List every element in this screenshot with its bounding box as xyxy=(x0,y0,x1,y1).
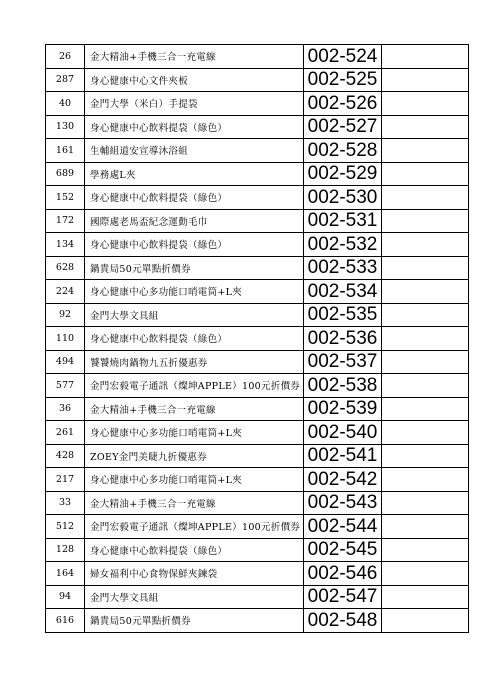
prize-code-cell: 002-546 xyxy=(304,562,382,586)
prize-code-cell: 002-528 xyxy=(304,139,382,163)
blank-cell xyxy=(382,374,469,398)
table-row xyxy=(46,303,469,327)
prize-item-cell: 身心健康中心多功能口哨電筒+L夾 xyxy=(85,468,304,492)
prize-code-cell: 002-538 xyxy=(304,374,382,398)
blank-cell xyxy=(382,491,469,515)
row-number-cell: 494 xyxy=(46,350,85,374)
prize-item-cell: 身心健康中心飲料提袋（綠色） xyxy=(85,115,304,139)
blank-cell xyxy=(382,68,469,92)
row-number-cell: 152 xyxy=(46,186,85,210)
prize-item-cell: 金大精油+手機三合一充電線 xyxy=(85,397,304,421)
blank-cell xyxy=(382,139,469,163)
table-row xyxy=(46,515,469,539)
prize-item-cell: 鍋貴局50元單點折價券 xyxy=(85,609,304,633)
table-row xyxy=(46,374,469,398)
table-row xyxy=(46,280,469,304)
prize-item-cell: 身心健康中心飲料提袋（綠色） xyxy=(85,186,304,210)
blank-cell xyxy=(382,468,469,492)
prize-item-cell: 身心健康中心飲料提袋（綠色） xyxy=(85,233,304,257)
row-number-cell: 130 xyxy=(46,115,85,139)
prize-item-cell: 身心健康中心多功能口哨電筒+L夾 xyxy=(85,421,304,445)
prize-code-cell: 002-535 xyxy=(304,303,382,327)
prize-code-cell: 002-545 xyxy=(304,538,382,562)
prize-item-cell: 婦女福利中心食物保鮮夾鍊袋 xyxy=(85,562,304,586)
prize-code-cell: 002-524 xyxy=(304,45,382,69)
prize-item-cell: 學務處L夾 xyxy=(85,162,304,186)
table-row xyxy=(46,233,469,257)
table-row xyxy=(46,538,469,562)
prize-code-cell: 002-533 xyxy=(304,256,382,280)
prize-item-cell: 饕饕燒肉鍋物九五折優惠券 xyxy=(85,350,304,374)
row-number-cell: 428 xyxy=(46,444,85,468)
prize-item-cell: 金門宏毅電子通訊（燦坤APPLE）100元折價券 xyxy=(85,515,304,539)
row-number-cell: 128 xyxy=(46,538,85,562)
row-number-cell: 261 xyxy=(46,421,85,445)
table-row xyxy=(46,68,469,92)
row-number-cell: 164 xyxy=(46,562,85,586)
blank-cell xyxy=(382,92,469,116)
row-number-cell: 33 xyxy=(46,491,85,515)
prize-code-cell: 002-543 xyxy=(304,491,382,515)
blank-cell xyxy=(382,233,469,257)
table-row xyxy=(46,186,469,210)
prize-code-cell: 002-526 xyxy=(304,92,382,116)
blank-cell xyxy=(382,444,469,468)
table-row xyxy=(46,444,469,468)
blank-cell xyxy=(382,609,469,633)
prize-item-cell: 身心健康中心飲料提袋（綠色） xyxy=(85,327,304,351)
row-number-cell: 628 xyxy=(46,256,85,280)
row-number-cell: 512 xyxy=(46,515,85,539)
table-row xyxy=(46,115,469,139)
prize-code-cell: 002-548 xyxy=(304,609,382,633)
prize-code-cell: 002-544 xyxy=(304,515,382,539)
prize-code-cell: 002-532 xyxy=(304,233,382,257)
table-row xyxy=(46,209,469,233)
table-row xyxy=(46,350,469,374)
row-number-cell: 224 xyxy=(46,280,85,304)
prize-code-cell: 002-541 xyxy=(304,444,382,468)
table-row xyxy=(46,397,469,421)
prize-code-cell: 002-529 xyxy=(304,162,382,186)
prize-item-cell: 國際處老馬盃紀念運動毛巾 xyxy=(85,209,304,233)
table-row xyxy=(46,468,469,492)
prize-item-cell: 金大精油+手機三合一充電線 xyxy=(85,491,304,515)
blank-cell xyxy=(382,562,469,586)
prize-item-cell: 身心健康中心飲料提袋（綠色） xyxy=(85,538,304,562)
prize-code-cell: 002-530 xyxy=(304,186,382,210)
blank-cell xyxy=(382,421,469,445)
row-number-cell: 40 xyxy=(46,92,85,116)
blank-cell xyxy=(382,280,469,304)
blank-cell xyxy=(382,115,469,139)
blank-cell xyxy=(382,303,469,327)
row-number-cell: 161 xyxy=(46,139,85,163)
blank-cell xyxy=(382,350,469,374)
row-number-cell: 616 xyxy=(46,609,85,633)
row-number-cell: 287 xyxy=(46,68,85,92)
table-row xyxy=(46,162,469,186)
row-number-cell: 217 xyxy=(46,468,85,492)
blank-cell xyxy=(382,538,469,562)
blank-cell xyxy=(382,397,469,421)
row-number-cell: 36 xyxy=(46,397,85,421)
table-row xyxy=(46,491,469,515)
table-row xyxy=(46,92,469,116)
blank-cell xyxy=(382,209,469,233)
prize-item-cell: 金門宏毅電子通訊（燦坤APPLE）100元折價券 xyxy=(85,374,304,398)
table-row xyxy=(46,256,469,280)
table-body xyxy=(46,45,469,633)
prize-item-cell: 金大精油+手機三合一充電線 xyxy=(85,45,304,69)
blank-cell xyxy=(382,45,469,69)
row-number-cell: 94 xyxy=(46,585,85,609)
row-number-cell: 172 xyxy=(46,209,85,233)
prize-item-cell: 鍋貴局50元單點折價券 xyxy=(85,256,304,280)
blank-cell xyxy=(382,162,469,186)
table-row xyxy=(46,139,469,163)
row-number-cell: 110 xyxy=(46,327,85,351)
prize-item-cell: ZOEY金門美睫九折優惠券 xyxy=(85,444,304,468)
prize-table xyxy=(45,44,469,633)
row-number-cell: 134 xyxy=(46,233,85,257)
row-number-cell: 689 xyxy=(46,162,85,186)
prize-code-cell: 002-534 xyxy=(304,280,382,304)
prize-code-cell: 002-525 xyxy=(304,68,382,92)
row-number-cell: 26 xyxy=(46,45,85,69)
row-number-cell: 577 xyxy=(46,374,85,398)
prize-item-cell: 身心健康中心文件夾板 xyxy=(85,68,304,92)
table-row xyxy=(46,327,469,351)
prize-item-cell: 生輔組道安宣導沐浴組 xyxy=(85,139,304,163)
blank-cell xyxy=(382,256,469,280)
prize-code-cell: 002-531 xyxy=(304,209,382,233)
row-number-cell: 92 xyxy=(46,303,85,327)
prize-code-cell: 002-547 xyxy=(304,585,382,609)
prize-item-cell: 身心健康中心多功能口哨電筒+L夾 xyxy=(85,280,304,304)
table-row xyxy=(46,609,469,633)
prize-code-cell: 002-536 xyxy=(304,327,382,351)
prize-item-cell: 金門大學（米白）手提袋 xyxy=(85,92,304,116)
table-row xyxy=(46,585,469,609)
prize-code-cell: 002-542 xyxy=(304,468,382,492)
prize-code-cell: 002-540 xyxy=(304,421,382,445)
prize-code-cell: 002-539 xyxy=(304,397,382,421)
table-row xyxy=(46,562,469,586)
blank-cell xyxy=(382,327,469,351)
blank-cell xyxy=(382,585,469,609)
blank-cell xyxy=(382,515,469,539)
prize-code-cell: 002-527 xyxy=(304,115,382,139)
prize-code-cell: 002-537 xyxy=(304,350,382,374)
blank-cell xyxy=(382,186,469,210)
table-row xyxy=(46,421,469,445)
table-row xyxy=(46,45,469,69)
prize-item-cell: 金門大學文具組 xyxy=(85,585,304,609)
prize-item-cell: 金門大學文具組 xyxy=(85,303,304,327)
